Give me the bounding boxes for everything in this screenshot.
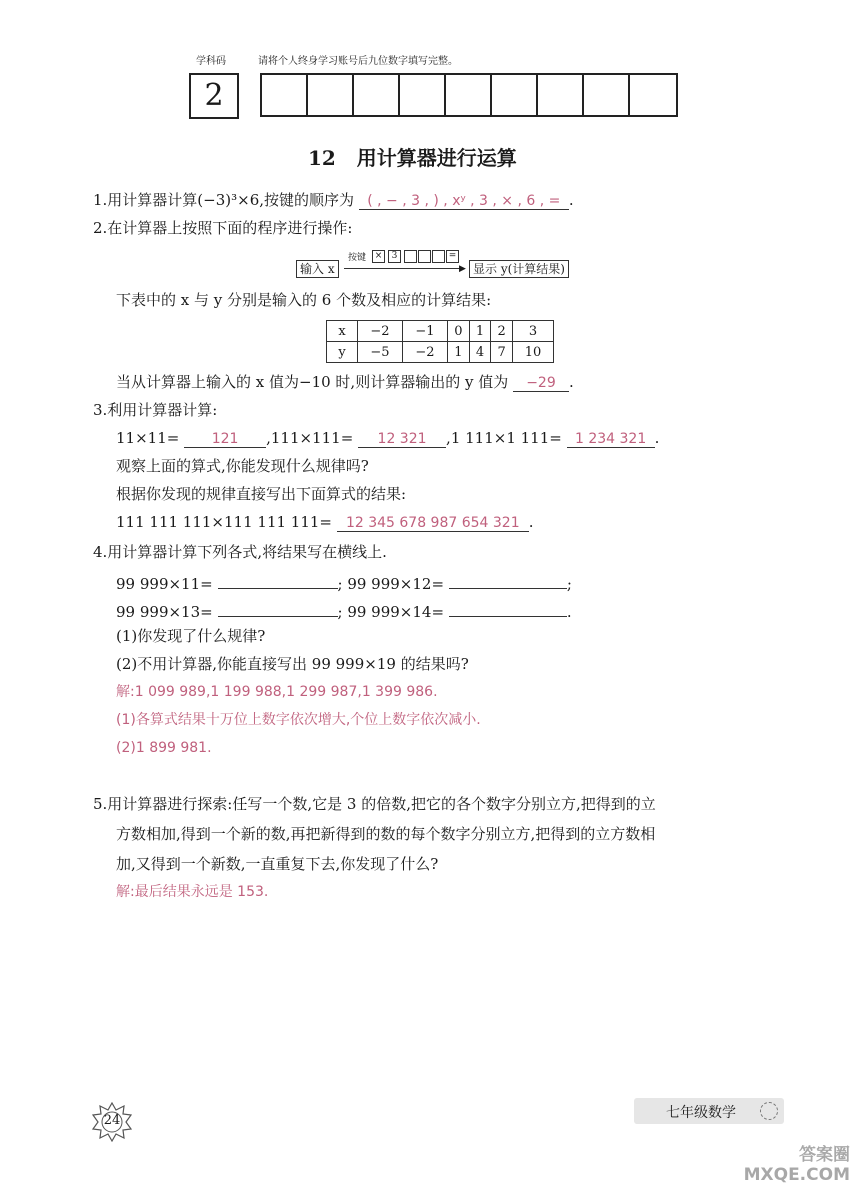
q3-end-2: . [528, 513, 534, 531]
page-number: 24 [103, 1113, 121, 1128]
table-cell: 7 [491, 342, 513, 363]
q4-answer-2: (1)各算式结果十万位上数字依次增大,个位上数字依次减小. [116, 712, 481, 728]
table-cell: 3 [513, 321, 554, 342]
table-cell: 1 [448, 342, 470, 363]
flow-key-equals: = [446, 250, 459, 263]
question-1 [93, 190, 574, 210]
q4-sep: ; [566, 575, 572, 593]
table-cell: 4 [469, 342, 491, 363]
flow-key-blank [432, 250, 445, 263]
table-cell: 2 [491, 321, 513, 342]
table-cell: 10 [513, 342, 554, 363]
flow-arrow-head: ▶ [459, 264, 466, 274]
q4-blank-4[interactable] [449, 598, 567, 617]
q3-expr-3: ,1 111×1 111= [446, 429, 562, 447]
table-row-label: y [327, 342, 358, 363]
q4-blank-3[interactable] [218, 598, 338, 617]
table-cell: −2 [358, 321, 403, 342]
q5-line-1: 5.用计算器进行探索:任写一个数,它是 3 的倍数,把它的各个数字分别立方,把得到的立 [93, 795, 656, 813]
account-digit-cell[interactable] [584, 75, 630, 115]
flow-key-multiply: × [372, 250, 385, 263]
account-digit-cell[interactable] [630, 75, 674, 115]
q4-text: 4.用计算器计算下列各式,将结果写在横线上. [93, 543, 387, 561]
q3-expr-4: 111 111 111×111 111 111= [116, 513, 332, 531]
q1-end: . [568, 191, 574, 209]
q4-row-1 [116, 570, 572, 594]
flow-key-blank [404, 250, 417, 263]
account-digit-cell[interactable] [308, 75, 354, 115]
q3-long-expression [116, 512, 534, 532]
account-digit-cell[interactable] [354, 75, 400, 115]
q5-answer: 解:最后结果永远是 153. [116, 884, 269, 900]
q2-table-intro: 下表中的 x 与 y 分别是输入的 6 个数及相应的计算结果: [116, 291, 492, 309]
flow-key-blank [418, 250, 431, 263]
title-text: 用计算器进行运算 [356, 146, 517, 170]
account-number-grid[interactable] [260, 73, 678, 117]
q4-expr-1: 99 999×11= [116, 575, 213, 593]
table-row-x [327, 321, 554, 342]
q4-expr-4: ; 99 999×14= [337, 603, 445, 621]
q3-observe: 观察上面的算式,你能发现什么规律吗? [116, 457, 369, 475]
q3-text: 3.利用计算器计算: [93, 401, 218, 419]
q3-instruction: 根据你发现的规律直接写出下面算式的结果: [116, 485, 407, 503]
flow-output-box: 显示 y(计算结果) [469, 260, 569, 278]
account-digit-cell[interactable] [538, 75, 584, 115]
flow-input-box: 输入 x [296, 260, 339, 278]
q3-answer-4[interactable]: 12 345 678 987 654 321 [337, 513, 529, 532]
account-digit-cell[interactable] [262, 75, 308, 115]
q1-text: 1.用计算器计算(−3)³×6,按键的顺序为 [93, 191, 355, 209]
q4-blank-2[interactable] [449, 570, 567, 589]
q3-answer-2[interactable]: 12 321 [358, 429, 446, 448]
q2-question-text: 当从计算器上输入的 x 值为−10 时,则计算器输出的 y 值为 [116, 373, 509, 391]
table-cell: −1 [403, 321, 448, 342]
q3-answer-1[interactable]: 121 [184, 429, 266, 448]
q5-line-3: 加,又得到一个新数,一直重复下去,你发现了什么? [116, 855, 439, 873]
page-title [308, 142, 517, 171]
q4-expr-3: 99 999×13= [116, 603, 213, 621]
q4-row-2 [116, 598, 572, 622]
q4-blank-1[interactable] [218, 570, 338, 589]
q2-answer[interactable]: −29 [513, 373, 569, 392]
q2-question [116, 372, 574, 392]
title-number: 12 [308, 146, 336, 170]
q5-line-2: 方数相加,得到一个新的数,再把新得到的数的每个数字分别立方,把得到的立方数相 [116, 825, 656, 843]
flow-arrow-line [344, 268, 464, 269]
xy-table [326, 320, 554, 363]
q4-answer-3: (2)1 899 981. [116, 740, 212, 756]
table-cell: −2 [403, 342, 448, 363]
q2-end: . [568, 373, 574, 391]
table-cell: 0 [448, 321, 470, 342]
account-digit-cell[interactable] [446, 75, 492, 115]
table-cell: −5 [358, 342, 403, 363]
q3-end: . [654, 429, 660, 447]
q4-sub-2: (2)不用计算器,你能直接写出 99 999×19 的结果吗? [116, 655, 469, 673]
q1-answer[interactable]: ( , − , 3 , ) , xʸ , 3 , × , 6 , = [359, 191, 569, 210]
account-digit-cell[interactable] [492, 75, 538, 115]
watermark: 答案圈 MXQE.COM [743, 1145, 850, 1185]
q2-text: 2.在计算器上按照下面的程序进行操作: [93, 219, 353, 237]
flow-keys-label: 按键 [348, 253, 367, 263]
table-row-y [327, 342, 554, 363]
page-number-badge [92, 1102, 132, 1142]
q4-expr-2: ; 99 999×12= [337, 575, 445, 593]
program-flowchart [296, 248, 596, 280]
gear-icon [760, 1102, 778, 1120]
q3-answer-3[interactable]: 1 234 321 [567, 429, 655, 448]
account-digit-cell[interactable] [400, 75, 446, 115]
table-row-label: x [327, 321, 358, 342]
subject-code-label: 学科码 [196, 56, 226, 67]
q4-sub-1: (1)你发现了什么规律? [116, 627, 266, 645]
flow-key-three: 3 [388, 250, 401, 263]
q4-answer-1: 解:1 099 989,1 199 988,1 299 987,1 399 986. [116, 684, 438, 700]
table-cell: 1 [469, 321, 491, 342]
subject-code-box: 2 [189, 73, 239, 119]
q3-expressions [116, 428, 659, 448]
account-instruction: 请将个人终身学习账号后九位数字填写完整。 [258, 56, 458, 67]
grade-label: 七年级数学 [666, 1105, 736, 1121]
q4-end: . [566, 603, 572, 621]
grade-banner [634, 1098, 784, 1124]
q3-expr-2: ,111×111= [266, 429, 354, 447]
q3-expr-1: 11×11= [116, 429, 180, 447]
